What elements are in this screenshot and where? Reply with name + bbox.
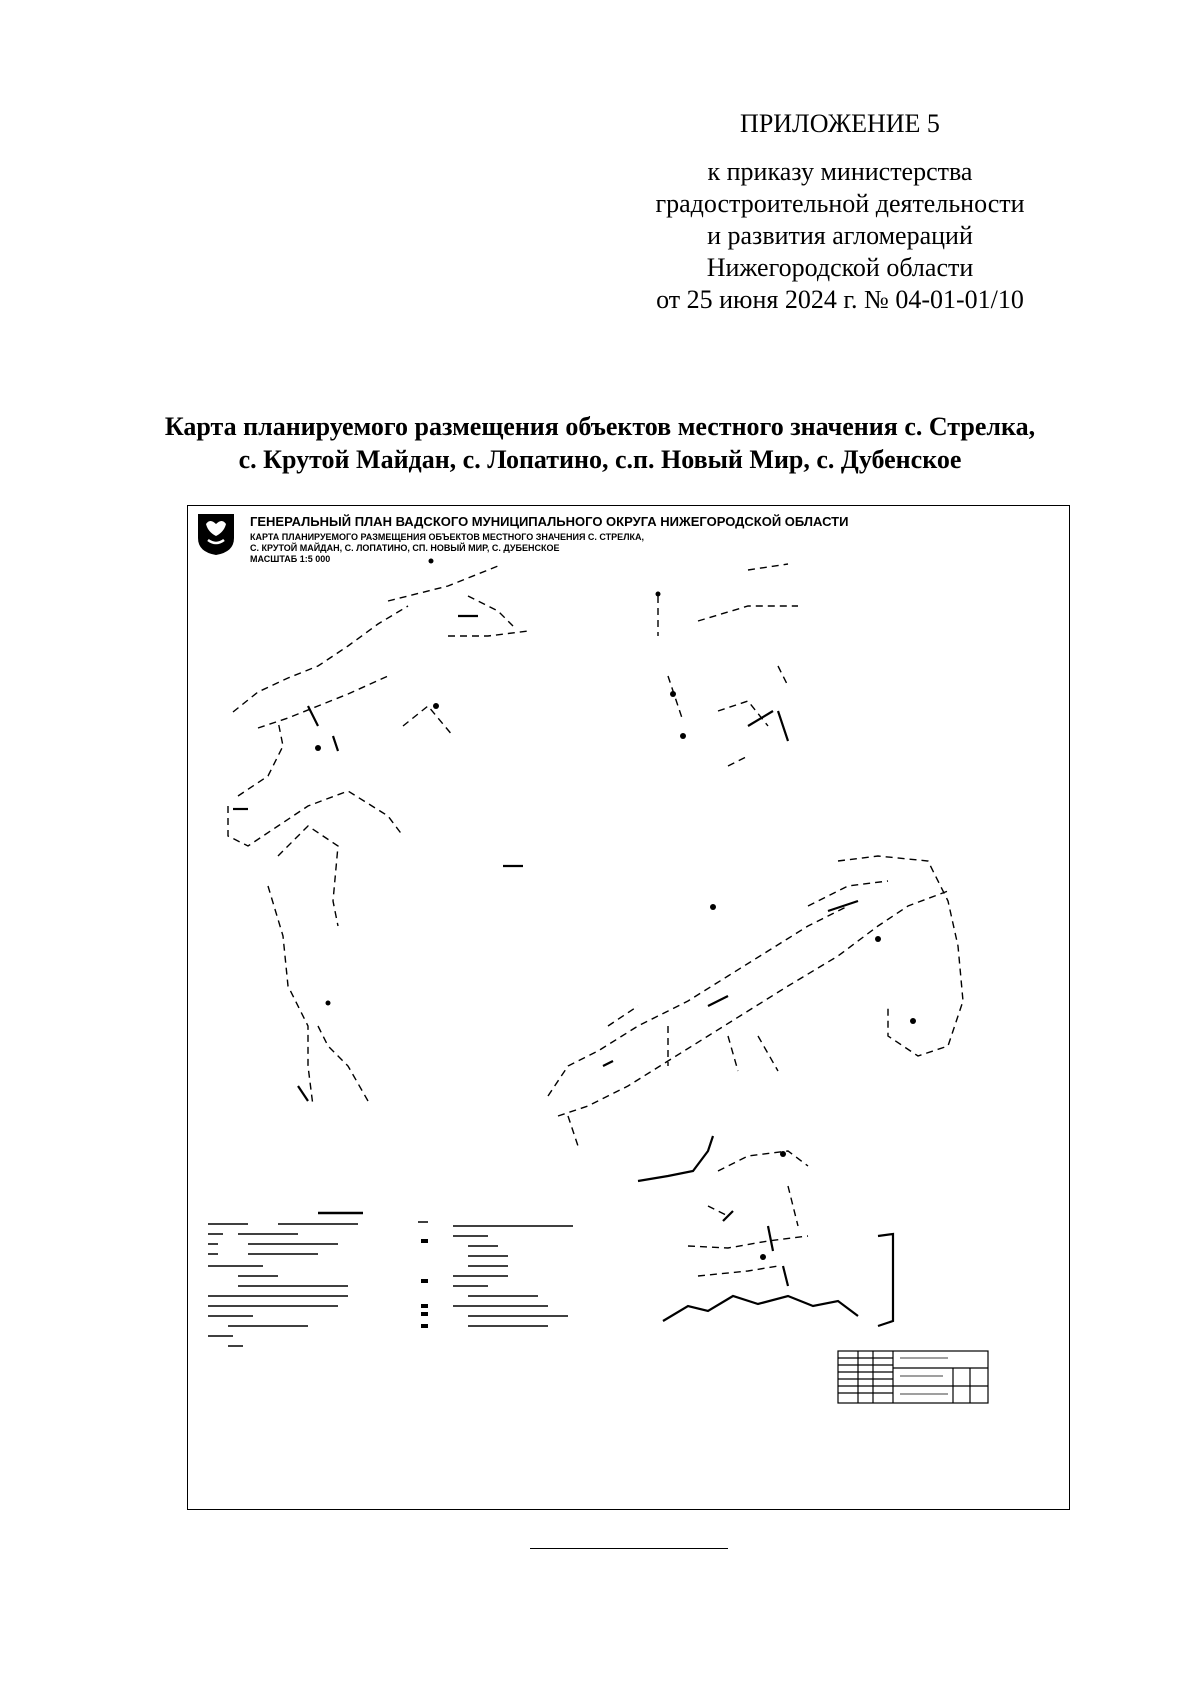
settlement-boundary (278, 826, 338, 926)
settlement-boundary (668, 676, 683, 721)
settlement-boundary (568, 1116, 578, 1146)
settlement-boundary (318, 1026, 368, 1101)
annex-line: Нижегородской области (706, 253, 974, 282)
document-title-line: Карта планируемого размещения объектов местного значения с. Стрелка, (164, 412, 1036, 441)
settlement-boundary (388, 566, 498, 601)
settlement-boundary (233, 606, 408, 712)
settlement-boundary (728, 1036, 738, 1071)
map-scale: МАСШТАБ 1:5 000 (250, 554, 331, 564)
settlement-boundary (788, 1186, 798, 1226)
settlement-boundary (698, 1266, 778, 1276)
settlement-boundary (808, 881, 888, 906)
road (333, 736, 338, 751)
planned-object-marker (710, 904, 716, 910)
road (298, 1086, 308, 1101)
settlement-boundary (258, 676, 388, 728)
settlement-boundary (718, 1151, 808, 1171)
settlement-boundary (838, 856, 963, 1056)
settlement-boundary (608, 1006, 638, 1026)
document-title-line: с. Крутой Майдан, с. Лопатино, с.п. Новый Мир, с. Дубенское (238, 445, 962, 474)
road (783, 1266, 788, 1286)
annex-line: и развития агломераций (707, 221, 973, 250)
settlement-boundary (228, 791, 403, 846)
settlement-boundary (878, 1234, 893, 1326)
annex-block (620, 108, 1060, 316)
settlement-boundary (548, 906, 848, 1096)
title-block (838, 1351, 988, 1403)
settlement-boundary (718, 701, 768, 726)
settlement-boundary (238, 721, 283, 796)
footer-rule (530, 1548, 728, 1549)
settlement-boundary (688, 1236, 808, 1248)
settlement-boundary (268, 886, 313, 1106)
settlement-boundary (778, 666, 788, 686)
planned-object-marker (315, 745, 321, 751)
settlement-boundary (698, 606, 798, 621)
document-title (60, 410, 1140, 476)
planned-object-marker (760, 1254, 766, 1260)
planned-object-marker (910, 1018, 916, 1024)
road (723, 1211, 733, 1221)
map-header-subtitle: КАРТА ПЛАНИРУЕМОГО РАЗМЕЩЕНИЯ ОБЪЕКТОВ МЕСТНОГО ЗНАЧЕНИЯ С. СТРЕЛКА, (250, 532, 644, 542)
road (768, 1226, 773, 1251)
map-header-subtitle: С. КРУТОЙ МАЙДАН, С. ЛОПАТИНО, СП. НОВЫЙ МИР, С. ДУБЕНСКОЕ (250, 543, 560, 553)
planned-object-marker (780, 1151, 786, 1157)
map-sheet (187, 505, 1070, 1510)
planned-object-marker (656, 592, 661, 597)
settlement-boundary (468, 596, 513, 626)
settlement-boundary (748, 564, 788, 570)
annex-line: от 25 июня 2024 г. № 04-01-01/10 (656, 285, 1024, 314)
planned-object-marker (326, 1001, 331, 1006)
planned-object-marker (429, 559, 434, 564)
road (603, 1061, 613, 1066)
planned-object-marker (670, 691, 676, 697)
settlement-boundary (403, 706, 453, 736)
road (828, 901, 858, 911)
map-header-title: ГЕНЕРАЛЬНЫЙ ПЛАН ВАДСКОГО МУНИЦИПАЛЬНОГО ОКРУГА НИЖЕГОРОДСКОЙ ОБЛАСТИ (250, 514, 849, 529)
road (308, 706, 318, 726)
settlement-boundary (638, 1136, 713, 1181)
planned-object-marker (875, 936, 881, 942)
map-legend (208, 1213, 573, 1346)
road (778, 711, 788, 741)
road (748, 711, 773, 726)
settlement-boundary (758, 1036, 778, 1071)
annex-line: к приказу министерства (707, 157, 973, 186)
annex-heading: ПРИЛОЖЕНИЕ 5 (740, 109, 940, 138)
annex-line: градостроительной деятельности (655, 189, 1025, 218)
planned-object-marker (680, 733, 686, 739)
map-drawing (188, 506, 1068, 1508)
road (708, 996, 728, 1006)
settlement-boundary (663, 1296, 858, 1321)
settlement-boundary (448, 631, 528, 636)
planned-object-marker (433, 703, 439, 709)
settlement-boundary (708, 1206, 728, 1216)
settlement-boundary (728, 756, 748, 766)
settlement-boundary (558, 891, 948, 1116)
